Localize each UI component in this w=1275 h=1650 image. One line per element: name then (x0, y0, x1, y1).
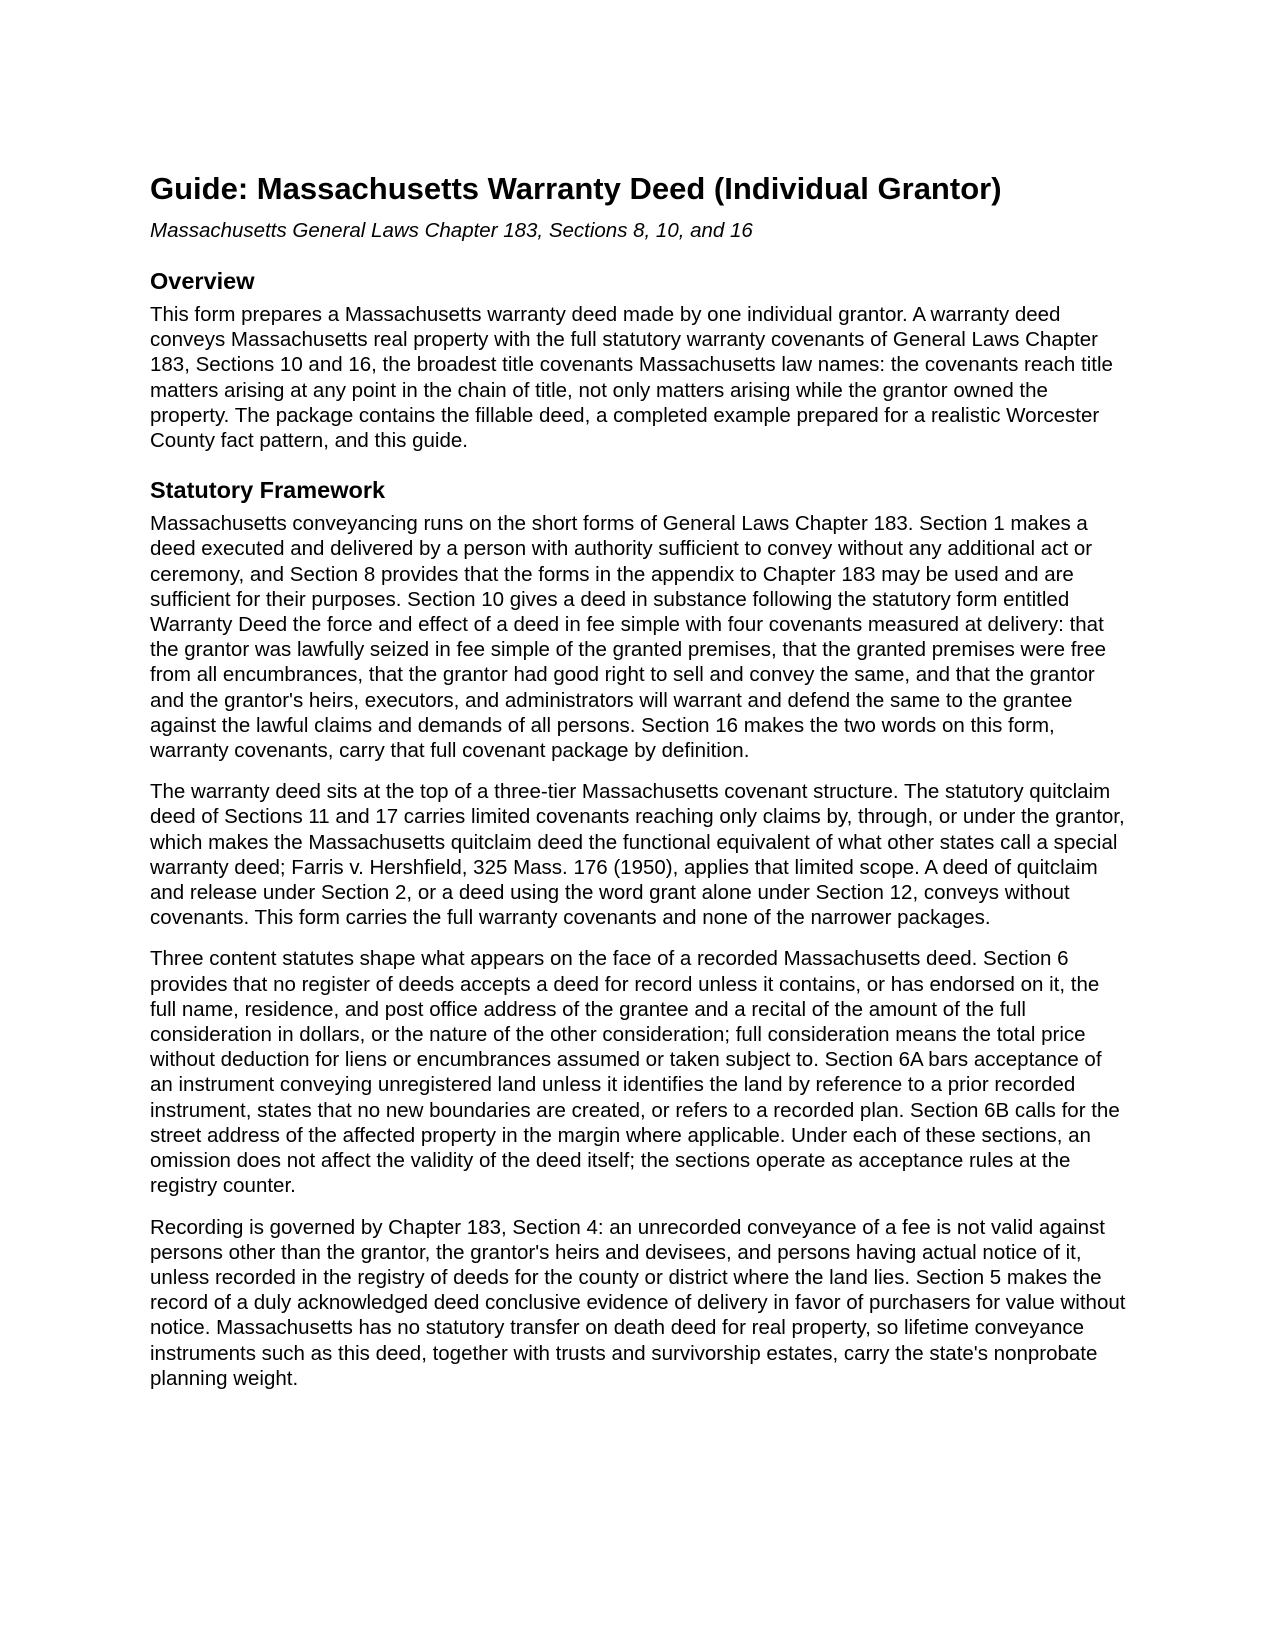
section-heading-overview: Overview (150, 268, 255, 294)
document-page (150, 170, 1130, 1407)
statutory-framework-paragraph-2: The warranty deed sits at the top of a three-tier Massachusetts covenant structure. The statutory quitclaim deed of Sections 11 and 17 carries limited covenants reaching only claims by, through, or under the grantor, which makes the Massachusetts quitclaim deed the functional equivalent of what other states call a special warranty deed; Farris v. Hershfield, 325 Mass. 176 (1950), applies that limited scope. A deed of quitclaim and release under Section 2, or a deed using the word grant alone under Section 12, conveys without covenants. This form carries the full warranty covenants and none of the narrower packages. (150, 780, 1125, 930)
overview-paragraph: This form prepares a Massachusetts warranty deed made by one individual grantor. A warranty deed conveys Massachusetts real property with the full statutory warranty covenants of General Laws Chapter 183, Sections 10 and 16, the broadest title covenants Massachusetts law names: the covenants reach title matters arising at any point in the chain of title, not only matters arising while the grantor owned the property. The package contains the fillable deed, a completed example prepared for a realistic Worcester County fact pattern, and this guide. (150, 303, 1113, 453)
statutory-framework-paragraph-4: Recording is governed by Chapter 183, Section 4: an unrecorded conveyance of a fee is not valid against persons other than the grantor, the grantor's heirs and devisees, and persons having actual notice of it, unless recorded in the registry of deeds for the county or district where the land lies. Section 5 makes the record of a duly acknowledged deed conclusive evidence of delivery in favor of purchasers for value without notice. Massachusetts has no statutory transfer on death deed for real property, so lifetime conveyance instruments such as this deed, together with trusts and survivorship estates, carry the state's nonprobate planning weight. (150, 1215, 1126, 1390)
statutory-framework-paragraph-3: Three content statutes shape what appears on the face of a recorded Massachusetts deed. Section 6 provides that no register of deeds accepts a deed for record unless it contains, or has endorsed on it, the full name, residence, and post office address of the grantee and a recital of the amount of the full consideration in dollars, or the nature of the other consideration; full consideration means the total price without deduction for liens or encumbrances assumed or taken subject to. Section 6A bars acceptance of an instrument conveying unregistered land unless it identifies the land by reference to a prior recorded instrument, states that no new boundaries are created, or refers to a recorded plan. Section 6B calls for the street address of the affected property in the margin where applicable. Under each of these sections, an omission does not affect the validity of the deed itself; the sections operate as acceptance rules at the registry counter. (150, 947, 1120, 1198)
section-heading-statutory-framework: Statutory Framework (150, 477, 386, 504)
document-title: Guide: Massachusetts Warranty Deed (Individual Grantor) (150, 171, 1002, 206)
document-subtitle: Massachusetts General Laws Chapter 183, Sections 8, 10, and 16 (150, 219, 753, 242)
statutory-framework-paragraph-1: Massachusetts conveyancing runs on the short forms of General Laws Chapter 183. Section 1 makes a deed executed and delivered by a person with authority sufficient to convey without any additional act or ceremony, and Section 8 provides that the forms in the appendix to Chapter 183 may be used and are sufficient for their purposes. Section 10 gives a deed in substance following the statutory form entitled Warranty Deed the force and effect of a deed in fee simple with four covenants measured at delivery: that the grantor was lawfully seized in fee simple of the granted premises, that the granted premises were free from all encumbrances, that the grantor had good right to sell and convey the same, and that the grantor and the grantor's heirs, executors, and administrators will warrant and defend the same to the grantee against the lawful claims and demands of all persons. Section 16 makes the two words on this form, warranty covenants, carry that full covenant package by definition. (150, 512, 1107, 763)
